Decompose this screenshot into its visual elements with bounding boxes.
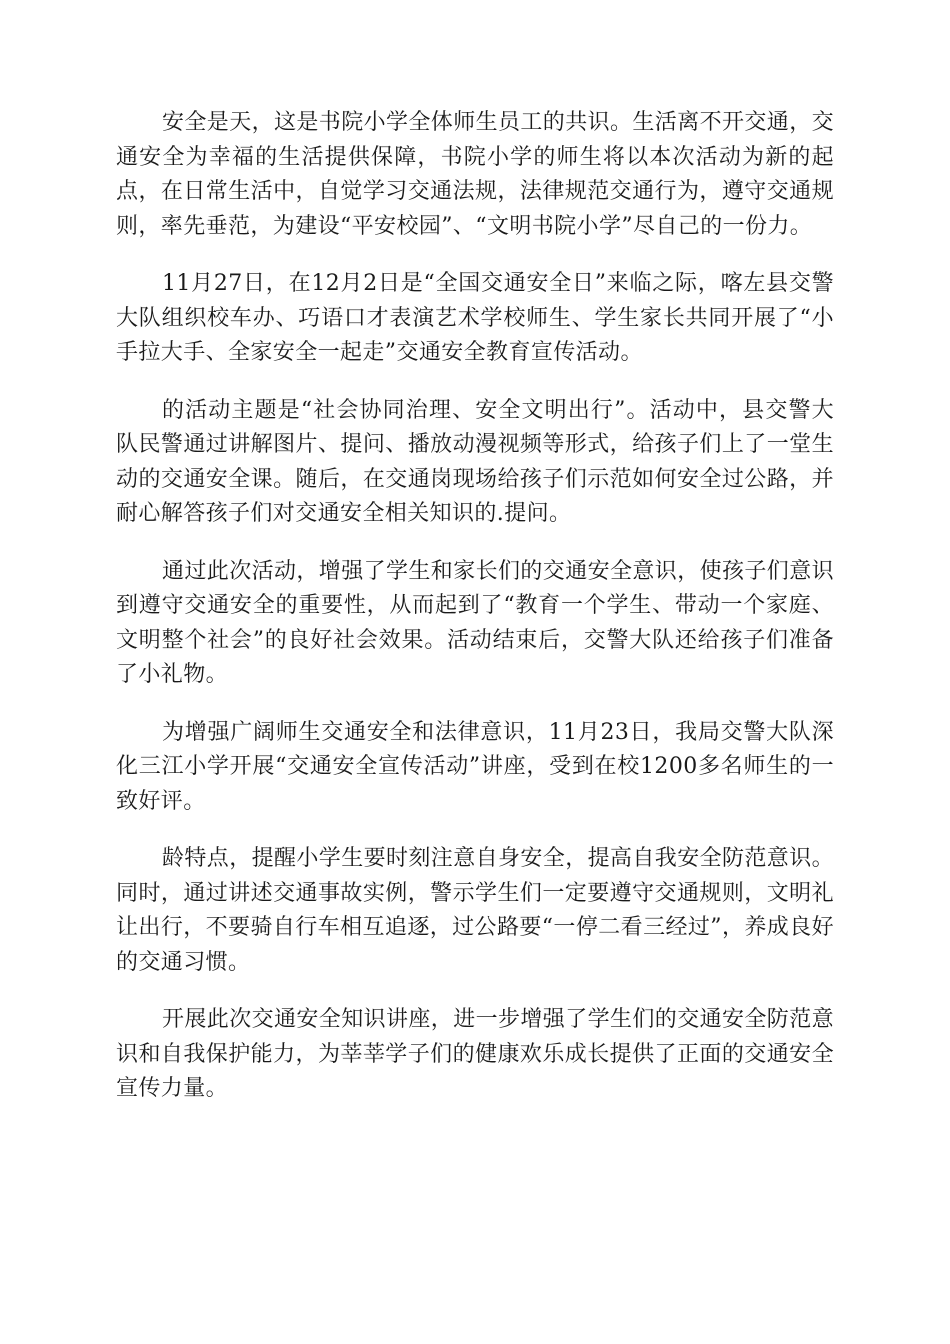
document-body [116,106,834,1130]
paragraph-4: 通过此次活动，增强了学生和家长们的交通安全意识，使孩子们意识到遵守交通安全的重要性，从而起到了“教育一个学生、带动一个家庭、文明整个社会”的良好社会效果。活动结束后，交警大队还给孩子们准备了小礼物。 [116,558,835,687]
paragraph-2: 11月27日，在12月2日是“全国交通安全日”来临之际，喀左县交警大队组织校车办、巧语口才表演艺术学校师生、学生家长共同开展了“小手拉大手、全家安全一起走”交通安全教育宣传活动。 [116,271,834,365]
paragraph-6: 龄特点，提醒小学生要时刻注意自身安全，提高自我安全防范意识。同时，通过讲述交通事故实例，警示学生们一定要遵守交通规则，文明礼让出行，不要骑自行车相互追逐，过公路要“一停二看三经过”，养成良好的交通习惯。 [116,846,835,975]
paragraph-5: 为增强广阔师生交通安全和法律意识，11月23日，我局交警大队深化三江小学开展“交通安全宣传活动”讲座，受到在校1200多名师生的一致好评。 [116,719,834,814]
paragraph-1: 安全是天，这是书院小学全体师生员工的共识。生活离不开交通，交通安全为幸福的生活提供保障，书院小学的师生将以本次活动为新的起点，在日常生活中，自觉学习交通法规，法律规范交通行为，遵守交通规则，率先垂范，为建设“平安校园”、“文明书院小学”尽自己的一份力。 [116,110,835,239]
paragraph-7: 开展此次交通安全知识讲座，进一步增强了学生们的交通安全防范意识和自我保护能力，为莘莘学子们的健康欢乐成长提供了正面的交通安全宣传力量。 [116,1007,835,1101]
paragraph-3: 的活动主题是“社会协同治理、安全文明出行”。活动中，县交警大队民警通过讲解图片、提问、播放动漫视频等形式，给孩子们上了一堂生动的交通安全课。随后，在交通岗现场给孩子们示范如何安全过公路，并耐心解答孩子们对交通安全相关知识的.提问。 [116,397,834,526]
